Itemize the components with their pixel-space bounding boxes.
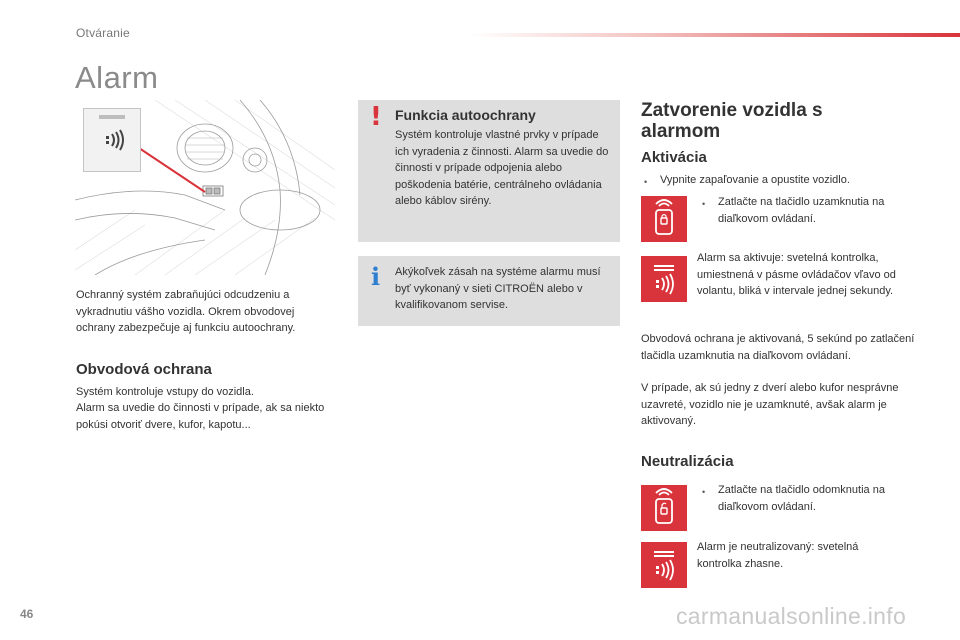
closing-heading-line-1: Zatvorenie vozidla s — [641, 100, 823, 121]
neutralization-step — [702, 482, 902, 515]
dashboard-illustration — [75, 100, 335, 275]
neutralization-heading: Neutralizácia — [641, 453, 734, 470]
page-number: 46 — [20, 607, 34, 621]
activation-heading: Aktivácia — [641, 149, 707, 166]
alarm-button-icon — [97, 125, 127, 160]
self-protection-text: Systém kontroluje vlastné prvky v prípade ich vyradenia z činnosti. Alarm sa uvedie do činnosti v prípade odpojenia alebo poškodenia batérie, centrálneho ovládania alebo káblov sirény. — [395, 129, 609, 207]
info-text: Akýkoľvek zásah na systéme alarmu musí byť vykonaný v sieti CITROËN alebo v kvalifikovanom servise. — [395, 266, 601, 311]
closing-heading — [641, 100, 941, 142]
alarm-button-inset — [83, 108, 141, 172]
lock-remote-icon — [641, 196, 687, 242]
section-tag: Otváranie — [76, 26, 130, 40]
neutralization-step-text: Zatlačte na tlačidlo odomknutia na diaľkovom ovládaní. — [718, 484, 885, 513]
activation-step-1 — [644, 172, 934, 191]
alarm-remote-icon — [641, 256, 687, 302]
info-box — [358, 256, 620, 326]
perimeter-text-1: Systém kontroluje vstupy do vozidla. — [76, 386, 254, 398]
perimeter-heading: Obvodová ochrana — [76, 361, 212, 378]
activation-note-1: Obvodová ochrana je aktivovaná, 5 sekúnd po zatlačení tlačidla uzamknutia na diaľkovom ovládaní. — [641, 333, 915, 362]
neutralization-result: Alarm je neutralizovaný: svetelná kontrolka zhasne. — [697, 541, 859, 570]
warning-icon: ! — [370, 102, 382, 132]
header-accent-bar — [470, 33, 960, 37]
closing-heading-line-2: alarmom — [641, 121, 721, 142]
bullet-mark: • — [702, 199, 706, 209]
bullet-mark: • — [644, 177, 648, 187]
alarm-remote-icon — [641, 542, 687, 588]
page-title: Alarm — [75, 60, 159, 95]
info-icon: i — [371, 262, 381, 291]
activation-step-1-text: Vypnite zapaľovanie a opustite vozidlo. — [660, 174, 850, 186]
activation-step-2-text: Zatlačte na tlačidlo uzamknutia na diaľkovom ovládaní. — [718, 196, 885, 225]
perimeter-text-2: Alarm sa uvedie do činnosti v prípade, ak sa niekto pokúsi otvoriť dvere, kufor, kapotu... — [76, 402, 325, 431]
watermark: carmanualsonline.info — [676, 603, 907, 629]
bullet-mark: • — [702, 487, 706, 497]
intro-text: Ochranný systém zabraňujúci odcudzeniu a vykradnutiu vášho vozidla. Okrem obvodovej ochrany zabezpečuje aj funkciu autoochrany. — [76, 289, 296, 334]
unlock-remote-icon — [641, 485, 687, 531]
self-protection-box — [358, 100, 620, 242]
activation-note-2: V prípade, ak sú jedny z dverí alebo kufor nesprávne uzavreté, vozidlo nie je uzamknuté, avšak alarm je aktivovaný. — [641, 382, 899, 427]
activation-result: Alarm sa aktivuje: svetelná kontrolka, umiestnená v pásme ovládačov vľavo od volantu, bliká v intervale jednej sekundy. — [697, 252, 896, 297]
activation-step-2 — [702, 194, 902, 227]
self-protection-heading: Funkcia autoochrany — [395, 107, 536, 123]
